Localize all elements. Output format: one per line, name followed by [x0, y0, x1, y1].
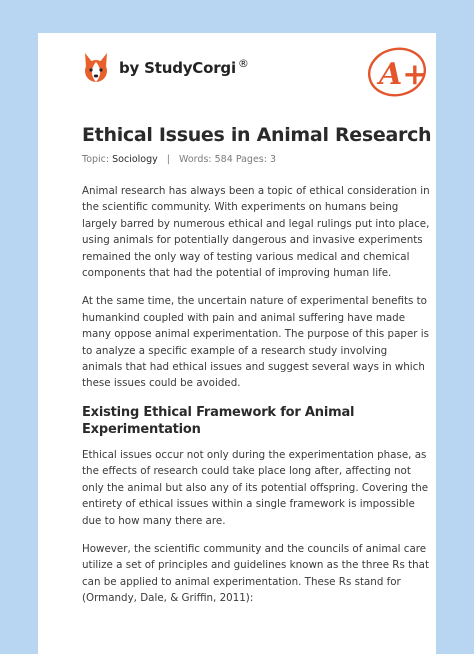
document-body	[82, 183, 430, 619]
document-meta	[82, 154, 276, 165]
registered-mark: ®	[237, 57, 249, 70]
meta-separator: |	[166, 154, 170, 165]
words-label: Words:	[179, 154, 212, 165]
document-title: Ethical Issues in Animal Research	[82, 124, 432, 146]
corgi-logo-icon	[82, 51, 110, 85]
paragraph: At the same time, the uncertain nature of experimental benefits to humankind coupled with pain and animal suffering have made many oppose animal experimentation. The purpose of this paper is to analyze a specific example of a research study involving animals that had ethical issues and suggest several ways in which these issues could be avoided.	[82, 295, 430, 390]
grade-badge-icon	[364, 43, 434, 99]
document-page	[38, 33, 436, 654]
pages-count: 3	[270, 154, 277, 165]
section-heading: Existing Ethical Framework for Animal Experimentation	[82, 404, 355, 437]
topic-link[interactable]: Sociology	[112, 154, 158, 165]
brand-name: by StudyCorgi ®	[119, 57, 249, 77]
topic-label: Topic:	[82, 154, 110, 165]
grade-label: A+	[379, 57, 428, 92]
words-count: 584	[214, 154, 233, 165]
pages-label: Pages:	[235, 154, 267, 165]
paragraph: Animal research has always been a topic of ethical consideration in the scientific community. With experiments on humans being largely barred by numerous ethical and legal rulings put into place, using animals for potentially dangerous and invasive experiments remained the only way of testing various medical and chemical components that had the potential of improving human life.	[82, 185, 430, 280]
paragraph: However, the scientific community and the councils of animal care utilize a set of principles and guidelines known as the three Rs that can be applied to animal experimentation. These Rs stand for (Ormandy, Dale, & Griffin, 2011):	[82, 542, 430, 605]
brand-header[interactable]	[82, 51, 249, 85]
paragraph: Ethical issues occur not only during the experimentation phase, as the effects of research could take place long after, affecting not only the animal but also any of its potential offspring. Covering the entirety of ethical issues within a single framework is impossible due to how many there are.	[82, 448, 429, 527]
